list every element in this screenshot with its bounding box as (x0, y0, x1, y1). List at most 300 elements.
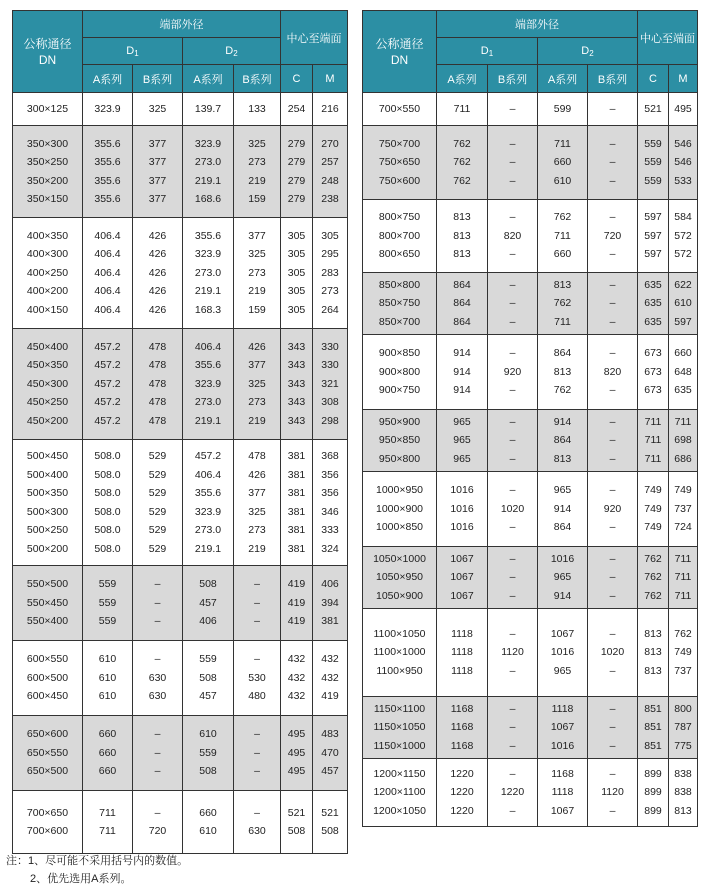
dn-cell (13, 791, 83, 854)
cell-value: 139.7 (194, 102, 222, 115)
footnotes (6, 852, 188, 888)
dn-cell (363, 547, 437, 609)
dn-cell (363, 697, 437, 759)
d2-b-cell (234, 93, 281, 126)
table-row (363, 273, 698, 335)
cell-value: 660 (199, 806, 217, 819)
cell-value: 381 (287, 450, 306, 462)
cell-value: 900×850 (378, 347, 421, 360)
c-header: C (281, 65, 313, 93)
table-row (363, 410, 698, 472)
cell-value: 159 (248, 193, 266, 205)
cell-value: – (509, 347, 516, 360)
cell-value: 264 (321, 303, 339, 316)
d2-a-cell (538, 759, 588, 827)
cell-value: 864 (453, 297, 471, 310)
cell-value: 381 (287, 542, 306, 555)
cell-value: – (154, 615, 161, 628)
cell-value: 660 (98, 746, 117, 759)
cell-value: 355.6 (94, 174, 121, 187)
cell-value: 508 (199, 671, 217, 684)
cell-value: 920 (503, 365, 522, 378)
cell-value: 168.3 (194, 303, 222, 316)
cell-value: 381 (287, 524, 306, 536)
cell-value: 406.4 (94, 285, 121, 298)
cell-value: 1220 (450, 786, 474, 799)
cell-value: 529 (148, 450, 167, 462)
table-row (13, 566, 348, 641)
d1-b-cell (133, 218, 183, 329)
cell-value: 813 (674, 804, 692, 817)
cell-value: 457.2 (94, 414, 121, 427)
cell-value: 450×350 (26, 359, 69, 372)
cell-value: 800×700 (378, 229, 421, 242)
cell-value: – (509, 137, 516, 150)
cell-value: 350×150 (26, 193, 69, 205)
c-cell (281, 641, 313, 716)
dn-cell (13, 566, 83, 641)
cell-value: 533 (674, 174, 692, 187)
cell-value: – (154, 653, 161, 666)
cell-value: 686 (674, 452, 692, 465)
cell-value: 1118 (451, 627, 473, 640)
cell-value: 711 (644, 434, 662, 447)
d2-a-cell (183, 93, 234, 126)
d1-b-cell (133, 93, 183, 126)
c-cell (638, 697, 669, 759)
cell-value: 1220 (500, 786, 525, 799)
cell-value: 356 (321, 468, 339, 481)
cell-value: 400×150 (26, 303, 69, 316)
c-cell (638, 472, 669, 547)
cell-value: 610 (553, 174, 572, 187)
dn-cell (363, 200, 437, 273)
cell-value: 478 (148, 377, 167, 390)
cell-value: 813 (453, 248, 471, 261)
cell-value: 508.0 (94, 524, 121, 536)
d2-a-cell (538, 472, 588, 547)
cell-value: 800×750 (378, 211, 421, 224)
cell-value: 572 (674, 229, 692, 242)
cell-value: 1168 (450, 739, 474, 752)
cell-value: 346 (321, 505, 339, 518)
m-cell (313, 329, 348, 440)
d2-a-cell (538, 410, 588, 472)
d2-a-cell (183, 791, 234, 854)
m-cell (313, 791, 348, 854)
dn-cell (363, 93, 437, 126)
cell-value: 483 (321, 728, 339, 741)
cell-value: 820 (503, 229, 522, 242)
cell-value: – (609, 297, 616, 310)
cell-value: 406.4 (194, 340, 222, 353)
cell-value: 478 (148, 414, 167, 427)
cell-value: 1016 (550, 739, 575, 752)
d1-b-cell (488, 126, 538, 200)
d1-b-cell (488, 472, 538, 547)
d2-a-cell (183, 641, 234, 716)
cell-value: – (609, 627, 616, 640)
table-row (363, 126, 698, 200)
d1-a-series-header: A系列 (83, 65, 133, 93)
c-cell (638, 335, 669, 410)
cell-value: 762 (553, 211, 572, 224)
cell-value: 323.9 (194, 248, 222, 261)
c-cell (281, 329, 313, 440)
cell-value: 749 (674, 484, 692, 497)
cell-value: 700×600 (26, 825, 69, 837)
center-to-end-header: 中心至端面 (638, 11, 698, 65)
outer-diameter-header: 端部外径 (83, 11, 281, 38)
cell-value: 273 (248, 524, 266, 536)
cell-value: 698 (674, 434, 692, 447)
cell-value: 478 (148, 340, 167, 353)
cell-value: 419 (321, 690, 339, 703)
c-cell (281, 716, 313, 791)
cell-value: 432 (321, 653, 339, 666)
cell-value: 1020 (500, 502, 525, 515)
table-row (363, 759, 698, 827)
cell-value: 851 (644, 702, 662, 715)
cell-value: 851 (644, 721, 662, 734)
cell-value: 899 (644, 767, 662, 780)
cell-value: 323.9 (194, 505, 222, 518)
cell-value: 660 (553, 156, 572, 169)
cell-value: 630 (148, 671, 167, 684)
cell-value: 343 (287, 340, 306, 353)
cell-value: 965 (553, 571, 572, 584)
cell-value: 600×500 (26, 671, 69, 684)
m-cell (669, 273, 698, 335)
cell-value: 355.6 (94, 156, 121, 168)
d1-header: $D_1$ (83, 38, 183, 65)
cell-value: 864 (453, 315, 471, 328)
cell-value: – (509, 452, 516, 465)
d1-a-cell (437, 759, 488, 827)
cell-value: 426 (148, 303, 167, 316)
cell-value: 650×500 (26, 765, 69, 778)
cell-value: – (609, 384, 616, 397)
cell-value: – (609, 702, 616, 715)
cell-value: – (609, 174, 616, 187)
cell-value: 673 (644, 365, 662, 378)
cell-value: 762 (644, 589, 662, 602)
cell-value: 813 (553, 452, 572, 465)
d2-header: $D_2$ (538, 38, 638, 65)
cell-value: 711 (644, 452, 662, 465)
cell-value: 950×900 (378, 415, 421, 428)
cell-value: – (509, 211, 516, 224)
cell-value: 273.0 (194, 524, 222, 536)
d1-b-cell (488, 335, 538, 410)
table-row (363, 200, 698, 273)
cell-value: 965 (453, 415, 471, 428)
d2-a-series-header: A系列 (538, 65, 588, 93)
dn-cell (363, 410, 437, 472)
cell-value: – (154, 746, 161, 759)
cell-value: 610 (199, 825, 217, 837)
footnote-2: 2、优先选用A系列。 (30, 873, 132, 885)
table-row (13, 440, 348, 566)
cell-value: 850×800 (378, 278, 421, 291)
cell-value: 377 (248, 359, 266, 372)
cell-value: 508 (287, 825, 306, 837)
cell-value: – (509, 627, 516, 640)
d2-b-cell (588, 759, 638, 827)
d1-b-cell (133, 329, 183, 440)
cell-value: 508.0 (94, 468, 121, 481)
c-cell (638, 273, 669, 335)
cell-value: 899 (644, 804, 662, 817)
cell-value: 1200×1150 (373, 767, 426, 780)
cell-value: – (254, 728, 260, 741)
cell-value: 270 (321, 137, 339, 150)
d2-b-cell (588, 93, 638, 126)
m-header: M (669, 65, 698, 93)
cell-value: – (509, 804, 516, 817)
d1-a-series-header: A系列 (437, 65, 488, 93)
table-row (363, 697, 698, 759)
cell-value: 1050×1000 (373, 552, 426, 565)
cell-value: 750×600 (378, 174, 421, 187)
cell-value: 508.0 (94, 450, 121, 462)
c-header: C (638, 65, 669, 93)
cell-value: 914 (453, 365, 471, 378)
d1-b-cell (133, 126, 183, 218)
cell-value: 711 (554, 315, 571, 328)
cell-value: 720 (603, 229, 622, 242)
d2-a-cell (538, 335, 588, 410)
cell-value: 630 (148, 690, 167, 703)
cell-value: 1118 (451, 646, 473, 659)
cell-value: 1067 (450, 552, 474, 565)
cell-value: 300×125 (26, 102, 69, 115)
cell-value: 323.9 (194, 137, 222, 150)
cell-value: – (609, 552, 616, 565)
d2-b-cell (234, 641, 281, 716)
cell-value: 850×750 (378, 297, 421, 310)
table-row (13, 93, 348, 126)
cell-value: 1100×950 (376, 664, 423, 677)
cell-value: 219.1 (194, 285, 222, 298)
cell-value: 559 (98, 578, 117, 591)
cell-value: 749 (644, 521, 662, 534)
cell-value: 711 (554, 229, 571, 242)
d1-b-cell (488, 410, 538, 472)
cell-value: 323.9 (194, 377, 222, 390)
cell-value: – (509, 156, 516, 169)
cell-value: 350×300 (26, 137, 69, 150)
cell-value: 325 (248, 248, 266, 261)
cell-value: 406.4 (94, 266, 121, 279)
d2-a-series-header: A系列 (183, 65, 234, 93)
dn-cell (13, 716, 83, 791)
cell-value: – (609, 211, 616, 224)
cell-value: 219.1 (194, 414, 222, 427)
cell-value: 546 (674, 137, 692, 150)
cell-value: 355.6 (94, 137, 121, 150)
d2-a-cell (538, 609, 588, 697)
cell-value: 711 (674, 589, 692, 602)
cell-value: 600×550 (26, 653, 69, 666)
cell-value: 1118 (551, 786, 574, 799)
table-row (363, 547, 698, 609)
center-to-end-header: 中心至端面 (281, 11, 348, 65)
cell-value: 762 (644, 552, 662, 565)
cell-value: 635 (644, 315, 662, 328)
cell-value: 426 (148, 285, 167, 298)
cell-value: 325 (248, 377, 266, 390)
cell-value: – (509, 552, 516, 565)
outer-diameter-header: 端部外径 (437, 11, 638, 38)
cell-value: 775 (674, 739, 692, 752)
cell-value: – (609, 248, 616, 261)
m-cell (313, 126, 348, 218)
cell-value: 508 (199, 578, 217, 591)
cell-value: 400×200 (26, 285, 69, 298)
cell-value: – (509, 102, 516, 115)
cell-value: 381 (321, 615, 339, 628)
cell-value: 1150×1100 (373, 702, 426, 715)
cell-value: 457.2 (94, 340, 121, 353)
d2-a-cell (538, 93, 588, 126)
cell-value: 381 (287, 505, 306, 518)
cell-value: 279 (287, 174, 306, 187)
table-row (13, 716, 348, 791)
cell-value: 749 (644, 502, 662, 515)
cell-value: 305 (287, 229, 306, 242)
d1-a-cell (83, 126, 133, 218)
cell-value: 813 (644, 664, 662, 677)
cell-value: 529 (148, 505, 167, 518)
cell-value: 762 (644, 571, 662, 584)
d2-b-cell (588, 273, 638, 335)
cell-value: 219 (248, 285, 266, 298)
cell-value: 457.2 (94, 396, 121, 409)
c-cell (638, 126, 669, 200)
cell-value: – (154, 578, 161, 591)
cell-value: 219 (248, 414, 266, 427)
dn-cell (363, 335, 437, 410)
cell-value: 377 (248, 487, 266, 499)
cell-value: 864 (553, 434, 572, 447)
cell-value: 343 (287, 414, 306, 427)
cell-value: 914 (553, 502, 572, 515)
cell-value: 711 (644, 415, 662, 428)
cell-value: 305 (287, 285, 306, 298)
cell-value: 762 (553, 297, 572, 310)
cell-value: 273 (321, 285, 339, 298)
m-header: M (313, 65, 348, 93)
cell-value: 406.4 (94, 248, 121, 261)
cell-value: 248 (321, 174, 339, 187)
cell-value: 762 (453, 137, 471, 150)
cell-value: 965 (453, 434, 471, 447)
cell-value: 426 (148, 248, 167, 261)
cell-value: 650×550 (26, 746, 69, 759)
cell-value: 850×700 (378, 315, 421, 328)
d1-b-cell (133, 440, 183, 566)
right-table-header (363, 11, 698, 93)
cell-value: 500×300 (26, 505, 69, 518)
cell-value: – (509, 571, 516, 584)
cell-value: 800×650 (378, 248, 421, 261)
cell-value: 1220 (450, 804, 474, 817)
cell-value: 864 (553, 521, 572, 534)
c-cell (638, 547, 669, 609)
cell-value: 660 (98, 765, 117, 778)
cell-value: 419 (287, 615, 306, 628)
cell-value: 343 (287, 377, 306, 390)
cell-value: – (609, 278, 616, 291)
cell-value: 800 (674, 702, 692, 715)
cell-value: 508 (199, 765, 217, 778)
cell-value: 622 (674, 278, 692, 291)
dn-cell (363, 609, 437, 697)
cell-value: – (509, 434, 516, 447)
d1-b-cell (488, 759, 538, 827)
cell-value: 700×550 (378, 102, 421, 115)
cell-value: 787 (674, 721, 692, 734)
c-cell (281, 440, 313, 566)
d1-b-cell (488, 273, 538, 335)
cell-value: – (254, 578, 260, 591)
cell-value: 457 (321, 765, 339, 778)
d2-b-cell (234, 566, 281, 641)
cell-value: 1120 (601, 786, 624, 799)
left-table (12, 10, 348, 854)
cell-value: 1000×950 (375, 484, 423, 497)
cell-value: 305 (287, 248, 306, 261)
cell-value: 610 (98, 671, 117, 684)
d1-a-cell (83, 566, 133, 641)
d2-b-cell (588, 200, 638, 273)
cell-value: 711 (554, 137, 571, 150)
cell-value: 406.4 (94, 303, 121, 316)
cell-value: 711 (453, 102, 471, 115)
cell-value: 273 (248, 396, 266, 409)
cell-value: 630 (248, 825, 266, 837)
d1-a-cell (437, 410, 488, 472)
cell-value: – (609, 347, 616, 360)
cell-value: 851 (644, 739, 662, 752)
d1-b-cell (133, 716, 183, 791)
cell-value: 1000×900 (375, 502, 423, 515)
cell-value: 495 (674, 102, 692, 115)
d1-a-cell (83, 641, 133, 716)
cell-value: 450×250 (26, 396, 69, 409)
cell-value: 508 (321, 825, 339, 837)
d2-b-series-header: B系列 (234, 65, 281, 93)
d2-a-cell (183, 440, 234, 566)
cell-value: – (609, 739, 616, 752)
dn-header: 公称通径 DN (13, 11, 83, 93)
cell-value: 216 (321, 102, 339, 115)
cell-value: 279 (287, 193, 306, 205)
cell-value: – (609, 721, 616, 734)
d1-b-cell (488, 609, 538, 697)
cell-value: 559 (98, 596, 117, 609)
cell-value: 965 (453, 452, 471, 465)
m-cell (669, 547, 698, 609)
cell-value: 1100×1000 (373, 646, 426, 659)
cell-value: 813 (644, 646, 662, 659)
cell-value: 600×450 (26, 690, 69, 703)
cell-value: 864 (553, 347, 572, 360)
cell-value: 762 (453, 174, 471, 187)
cell-value: – (609, 804, 616, 817)
cell-value: 597 (644, 248, 662, 261)
